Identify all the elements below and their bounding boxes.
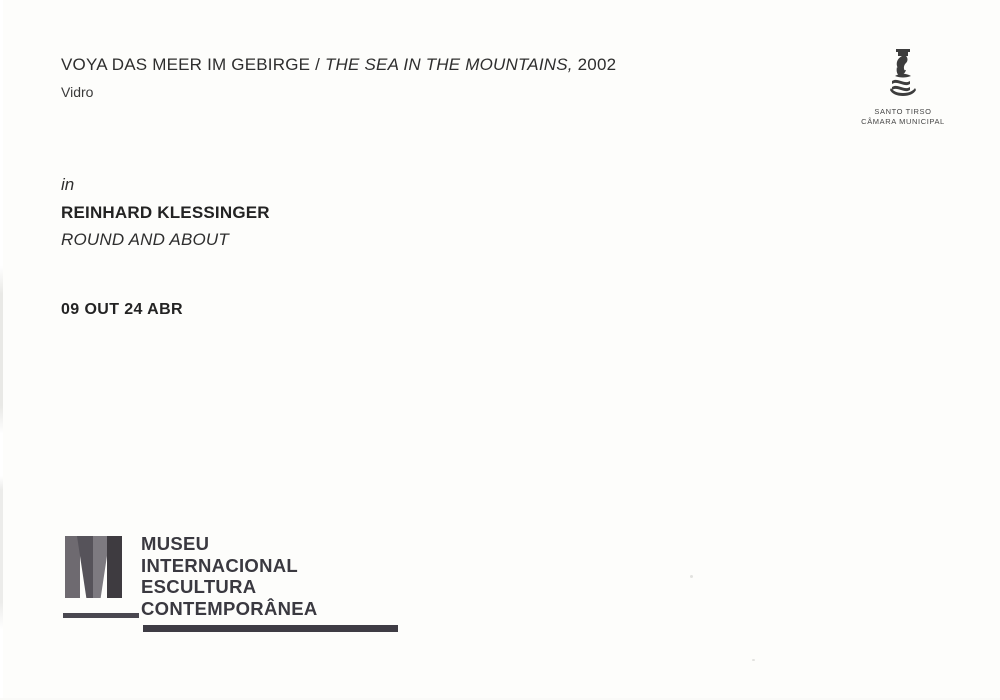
logo-rule-short	[63, 613, 139, 618]
artwork-title-original: VOYA DAS MEER IM GEBIRGE	[61, 55, 311, 74]
logo-rule-long	[143, 625, 398, 632]
heraldic-shield-icon	[848, 48, 958, 104]
scan-edge-left	[0, 0, 3, 700]
museum-name-line-3: ESCULTURA	[141, 576, 257, 598]
museum-name-line-1: MUSEU	[141, 533, 210, 554]
exhibition-info	[61, 172, 270, 253]
museum-m-monogram-icon	[63, 536, 125, 598]
artwork-material: Vidro	[61, 84, 94, 101]
exhibition-preposition: in	[61, 175, 75, 194]
exhibition-dates: 09 OUT 24 ABR	[61, 301, 183, 318]
museum-name	[141, 533, 318, 620]
scan-speck	[752, 659, 755, 661]
artwork-caption	[61, 54, 616, 100]
museum-name-line-4: CONTEMPORÂNEA	[141, 597, 318, 619]
artwork-title-translation: THE SEA IN THE MOUNTAINS,	[324, 55, 573, 74]
artwork-title	[61, 54, 616, 75]
exhibition-artist: REINHARD KLESSINGER	[61, 202, 270, 222]
museum-name-line-2: INTERNACIONAL	[141, 554, 299, 576]
artwork-title-separator: /	[315, 55, 321, 74]
museum-logo	[63, 533, 463, 620]
exhibition-title: ROUND AND ABOUT	[61, 230, 229, 249]
crest-caption	[848, 107, 958, 127]
scan-speck	[690, 575, 693, 578]
crest-line-1: SANTO TIRSO	[874, 107, 932, 116]
municipality-crest	[848, 48, 958, 127]
crest-line-2: CÂMARA MUNICIPAL	[861, 117, 945, 127]
artwork-year: 2002	[577, 55, 617, 74]
